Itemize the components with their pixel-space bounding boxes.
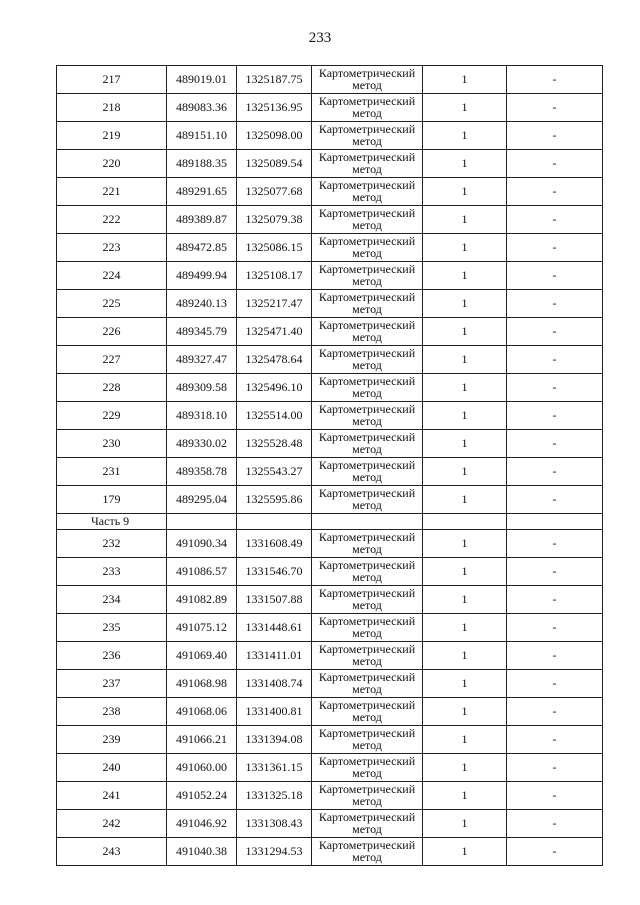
x-coordinate-cell: 489309.58 — [167, 374, 237, 402]
point-number-cell: 223 — [57, 234, 167, 262]
method-cell — [312, 486, 423, 514]
y-coordinate-cell: 1331361.15 — [237, 754, 312, 782]
method-cell — [312, 782, 423, 810]
y-coordinate-cell: 1331608.49 — [237, 530, 312, 558]
dash-cell: - — [507, 558, 603, 586]
method-line2: метод — [352, 386, 382, 400]
method-line1: Картометрический — [318, 614, 416, 628]
point-number-cell: 238 — [57, 698, 167, 726]
accuracy-cell: 1 — [423, 318, 507, 346]
y-coordinate-cell: 1325108.17 — [237, 262, 312, 290]
method-line1: Картометрический — [318, 838, 416, 852]
table-row — [57, 558, 603, 586]
x-coordinate-cell: 489188.35 — [167, 150, 237, 178]
method-line2: метод — [352, 302, 382, 316]
dash-cell: - — [507, 402, 603, 430]
dash-cell: - — [507, 234, 603, 262]
accuracy-cell: 1 — [423, 66, 507, 94]
y-coordinate-cell: 1331394.08 — [237, 726, 312, 754]
coordinates-table — [56, 65, 603, 866]
table-row — [57, 586, 603, 614]
method-line1: Картометрический — [318, 66, 416, 80]
table-row — [57, 290, 603, 318]
table-row — [57, 150, 603, 178]
y-coordinate-cell: 1331325.18 — [237, 782, 312, 810]
empty-cell — [423, 514, 507, 530]
point-number-cell: 221 — [57, 178, 167, 206]
empty-cell — [507, 514, 603, 530]
y-coordinate-cell: 1325595.86 — [237, 486, 312, 514]
method-line1: Картометрический — [318, 782, 416, 796]
point-number-cell: 225 — [57, 290, 167, 318]
x-coordinate-cell: 491046.92 — [167, 810, 237, 838]
accuracy-cell: 1 — [423, 486, 507, 514]
x-coordinate-cell: 489389.87 — [167, 206, 237, 234]
x-coordinate-cell: 491069.40 — [167, 642, 237, 670]
accuracy-cell: 1 — [423, 782, 507, 810]
table-row — [57, 66, 603, 94]
method-line1: Картометрический — [318, 726, 416, 740]
method-cell — [312, 234, 423, 262]
accuracy-cell: 1 — [423, 458, 507, 486]
y-coordinate-cell: 1331308.43 — [237, 810, 312, 838]
method-line2: метод — [352, 822, 382, 836]
method-line2: метод — [352, 246, 382, 260]
x-coordinate-cell: 489295.04 — [167, 486, 237, 514]
method-line2: метод — [352, 218, 382, 232]
y-coordinate-cell: 1325089.54 — [237, 150, 312, 178]
table-row — [57, 838, 603, 866]
empty-cell — [312, 514, 423, 530]
table-row — [57, 486, 603, 514]
table-row — [57, 374, 603, 402]
table-row — [57, 346, 603, 374]
y-coordinate-cell: 1325077.68 — [237, 178, 312, 206]
point-number-cell: 229 — [57, 402, 167, 430]
method-cell — [312, 94, 423, 122]
y-coordinate-cell: 1331507.88 — [237, 586, 312, 614]
method-line1: Картометрический — [318, 754, 416, 768]
accuracy-cell: 1 — [423, 374, 507, 402]
y-coordinate-cell: 1331408.74 — [237, 670, 312, 698]
x-coordinate-cell: 489240.13 — [167, 290, 237, 318]
method-line1: Картометрический — [318, 290, 416, 304]
table-row — [57, 206, 603, 234]
accuracy-cell: 1 — [423, 698, 507, 726]
table-row — [57, 782, 603, 810]
point-number-cell: 233 — [57, 558, 167, 586]
method-line1: Картометрический — [318, 642, 416, 656]
part-header-row — [57, 514, 603, 530]
dash-cell: - — [507, 318, 603, 346]
dash-cell: - — [507, 206, 603, 234]
dash-cell: - — [507, 458, 603, 486]
accuracy-cell: 1 — [423, 614, 507, 642]
dash-cell: - — [507, 178, 603, 206]
x-coordinate-cell: 489499.94 — [167, 262, 237, 290]
y-coordinate-cell: 1325217.47 — [237, 290, 312, 318]
method-line2: метод — [352, 442, 382, 456]
table-row — [57, 458, 603, 486]
x-coordinate-cell: 489358.78 — [167, 458, 237, 486]
table-row — [57, 670, 603, 698]
accuracy-cell: 1 — [423, 838, 507, 866]
method-line2: метод — [352, 766, 382, 780]
method-cell — [312, 614, 423, 642]
accuracy-cell: 1 — [423, 726, 507, 754]
point-number-cell: 179 — [57, 486, 167, 514]
method-cell — [312, 262, 423, 290]
accuracy-cell: 1 — [423, 430, 507, 458]
point-number-cell: 218 — [57, 94, 167, 122]
method-line2: метод — [352, 542, 382, 556]
method-cell — [312, 810, 423, 838]
method-line2: метод — [352, 570, 382, 584]
dash-cell: - — [507, 290, 603, 318]
y-coordinate-cell: 1325136.95 — [237, 94, 312, 122]
method-line2: метод — [352, 134, 382, 148]
point-number-cell: 219 — [57, 122, 167, 150]
method-line2: метод — [352, 598, 382, 612]
method-cell — [312, 558, 423, 586]
x-coordinate-cell: 491060.00 — [167, 754, 237, 782]
dash-cell: - — [507, 838, 603, 866]
method-line1: Картометрический — [318, 430, 416, 444]
accuracy-cell: 1 — [423, 670, 507, 698]
method-line1: Картометрический — [318, 374, 416, 388]
method-cell — [312, 530, 423, 558]
table-row — [57, 402, 603, 430]
accuracy-cell: 1 — [423, 178, 507, 206]
x-coordinate-cell: 491052.24 — [167, 782, 237, 810]
method-line1: Картометрический — [318, 670, 416, 684]
y-coordinate-cell: 1325528.48 — [237, 430, 312, 458]
point-number-cell: 234 — [57, 586, 167, 614]
y-coordinate-cell: 1325079.38 — [237, 206, 312, 234]
dash-cell: - — [507, 122, 603, 150]
table-row — [57, 698, 603, 726]
point-number-cell: 228 — [57, 374, 167, 402]
dash-cell: - — [507, 94, 603, 122]
method-line2: метод — [352, 190, 382, 204]
table-row — [57, 94, 603, 122]
point-number-cell: 242 — [57, 810, 167, 838]
method-cell — [312, 726, 423, 754]
y-coordinate-cell: 1325543.27 — [237, 458, 312, 486]
y-coordinate-cell: 1331411.01 — [237, 642, 312, 670]
method-line2: метод — [352, 274, 382, 288]
part-label: Часть 9 — [57, 514, 167, 530]
point-number-cell: 239 — [57, 726, 167, 754]
point-number-cell: 220 — [57, 150, 167, 178]
table-row — [57, 754, 603, 782]
x-coordinate-cell: 489318.10 — [167, 402, 237, 430]
table-row — [57, 262, 603, 290]
point-number-cell: 236 — [57, 642, 167, 670]
method-cell — [312, 290, 423, 318]
accuracy-cell: 1 — [423, 346, 507, 374]
method-line1: Картометрический — [318, 122, 416, 136]
x-coordinate-cell: 491068.06 — [167, 698, 237, 726]
dash-cell: - — [507, 374, 603, 402]
method-line2: метод — [352, 710, 382, 724]
table-row — [57, 430, 603, 458]
point-number-cell: 222 — [57, 206, 167, 234]
y-coordinate-cell: 1331448.61 — [237, 614, 312, 642]
y-coordinate-cell: 1331546.70 — [237, 558, 312, 586]
y-coordinate-cell: 1325098.00 — [237, 122, 312, 150]
method-line1: Картометрический — [318, 206, 416, 220]
method-cell — [312, 586, 423, 614]
point-number-cell: 226 — [57, 318, 167, 346]
accuracy-cell: 1 — [423, 530, 507, 558]
method-line1: Картометрический — [318, 458, 416, 472]
table-row — [57, 178, 603, 206]
y-coordinate-cell: 1331294.53 — [237, 838, 312, 866]
accuracy-cell: 1 — [423, 402, 507, 430]
method-cell — [312, 838, 423, 866]
y-coordinate-cell: 1331400.81 — [237, 698, 312, 726]
y-coordinate-cell: 1325187.75 — [237, 66, 312, 94]
point-number-cell: 232 — [57, 530, 167, 558]
table-row — [57, 234, 603, 262]
y-coordinate-cell: 1325514.00 — [237, 402, 312, 430]
accuracy-cell: 1 — [423, 586, 507, 614]
accuracy-cell: 1 — [423, 290, 507, 318]
point-number-cell: 230 — [57, 430, 167, 458]
point-number-cell: 235 — [57, 614, 167, 642]
method-cell — [312, 150, 423, 178]
accuracy-cell: 1 — [423, 810, 507, 838]
x-coordinate-cell: 489083.36 — [167, 94, 237, 122]
method-cell — [312, 66, 423, 94]
accuracy-cell: 1 — [423, 206, 507, 234]
dash-cell: - — [507, 430, 603, 458]
accuracy-cell: 1 — [423, 262, 507, 290]
method-line1: Картометрический — [318, 402, 416, 416]
method-line2: метод — [352, 682, 382, 696]
method-cell — [312, 178, 423, 206]
method-line2: метод — [352, 106, 382, 120]
dash-cell: - — [507, 642, 603, 670]
method-cell — [312, 642, 423, 670]
accuracy-cell: 1 — [423, 234, 507, 262]
accuracy-cell: 1 — [423, 558, 507, 586]
dash-cell: - — [507, 262, 603, 290]
method-line1: Картометрический — [318, 698, 416, 712]
x-coordinate-cell: 489345.79 — [167, 318, 237, 346]
method-line2: метод — [352, 358, 382, 372]
method-cell — [312, 754, 423, 782]
method-line2: метод — [352, 654, 382, 668]
x-coordinate-cell: 491040.38 — [167, 838, 237, 866]
dash-cell: - — [507, 66, 603, 94]
dash-cell: - — [507, 586, 603, 614]
method-line1: Картометрический — [318, 318, 416, 332]
x-coordinate-cell: 491066.21 — [167, 726, 237, 754]
method-line2: метод — [352, 470, 382, 484]
accuracy-cell: 1 — [423, 150, 507, 178]
dash-cell: - — [507, 782, 603, 810]
method-line1: Картометрический — [318, 346, 416, 360]
table-row — [57, 122, 603, 150]
y-coordinate-cell: 1325496.10 — [237, 374, 312, 402]
method-line2: метод — [352, 162, 382, 176]
x-coordinate-cell: 491068.98 — [167, 670, 237, 698]
point-number-cell: 231 — [57, 458, 167, 486]
point-number-cell: 241 — [57, 782, 167, 810]
method-line1: Картометрический — [318, 530, 416, 544]
coordinates-table-body — [57, 66, 603, 866]
method-line1: Картометрический — [318, 94, 416, 108]
dash-cell: - — [507, 150, 603, 178]
empty-cell — [167, 514, 237, 530]
point-number-cell: 227 — [57, 346, 167, 374]
dash-cell: - — [507, 726, 603, 754]
table-row — [57, 810, 603, 838]
method-line1: Картометрический — [318, 586, 416, 600]
method-line2: метод — [352, 498, 382, 512]
x-coordinate-cell: 491090.34 — [167, 530, 237, 558]
method-line1: Картометрический — [318, 558, 416, 572]
dash-cell: - — [507, 754, 603, 782]
empty-cell — [237, 514, 312, 530]
method-cell — [312, 374, 423, 402]
method-line2: метод — [352, 794, 382, 808]
method-line2: метод — [352, 330, 382, 344]
x-coordinate-cell: 489330.02 — [167, 430, 237, 458]
method-line2: метод — [352, 414, 382, 428]
method-cell — [312, 122, 423, 150]
point-number-cell: 243 — [57, 838, 167, 866]
method-line1: Картометрический — [318, 178, 416, 192]
y-coordinate-cell: 1325478.64 — [237, 346, 312, 374]
x-coordinate-cell: 489151.10 — [167, 122, 237, 150]
point-number-cell: 224 — [57, 262, 167, 290]
method-cell — [312, 458, 423, 486]
method-cell — [312, 430, 423, 458]
method-line2: метод — [352, 850, 382, 864]
y-coordinate-cell: 1325471.40 — [237, 318, 312, 346]
point-number-cell: 237 — [57, 670, 167, 698]
method-line1: Картометрический — [318, 150, 416, 164]
dash-cell: - — [507, 670, 603, 698]
point-number-cell: 240 — [57, 754, 167, 782]
dash-cell: - — [507, 346, 603, 374]
y-coordinate-cell: 1325086.15 — [237, 234, 312, 262]
table-row — [57, 530, 603, 558]
dash-cell: - — [507, 530, 603, 558]
method-cell — [312, 402, 423, 430]
accuracy-cell: 1 — [423, 642, 507, 670]
dash-cell: - — [507, 486, 603, 514]
x-coordinate-cell: 491086.57 — [167, 558, 237, 586]
point-number-cell: 217 — [57, 66, 167, 94]
dash-cell: - — [507, 614, 603, 642]
method-line2: метод — [352, 626, 382, 640]
method-line2: метод — [352, 78, 382, 92]
table-row — [57, 318, 603, 346]
method-line1: Картометрический — [318, 810, 416, 824]
dash-cell: - — [507, 698, 603, 726]
x-coordinate-cell: 491075.12 — [167, 614, 237, 642]
x-coordinate-cell: 489291.65 — [167, 178, 237, 206]
table-row — [57, 726, 603, 754]
method-cell — [312, 206, 423, 234]
method-line1: Картометрический — [318, 486, 416, 500]
x-coordinate-cell: 489019.01 — [167, 66, 237, 94]
method-line2: метод — [352, 738, 382, 752]
accuracy-cell: 1 — [423, 122, 507, 150]
method-line1: Картометрический — [318, 262, 416, 276]
method-cell — [312, 318, 423, 346]
dash-cell: - — [507, 810, 603, 838]
page-number: 233 — [308, 30, 332, 46]
x-coordinate-cell: 489327.47 — [167, 346, 237, 374]
method-line1: Картометрический — [318, 234, 416, 248]
method-cell — [312, 346, 423, 374]
x-coordinate-cell: 489472.85 — [167, 234, 237, 262]
method-cell — [312, 670, 423, 698]
accuracy-cell: 1 — [423, 754, 507, 782]
x-coordinate-cell: 491082.89 — [167, 586, 237, 614]
table-row — [57, 614, 603, 642]
table-row — [57, 642, 603, 670]
accuracy-cell: 1 — [423, 94, 507, 122]
method-cell — [312, 698, 423, 726]
